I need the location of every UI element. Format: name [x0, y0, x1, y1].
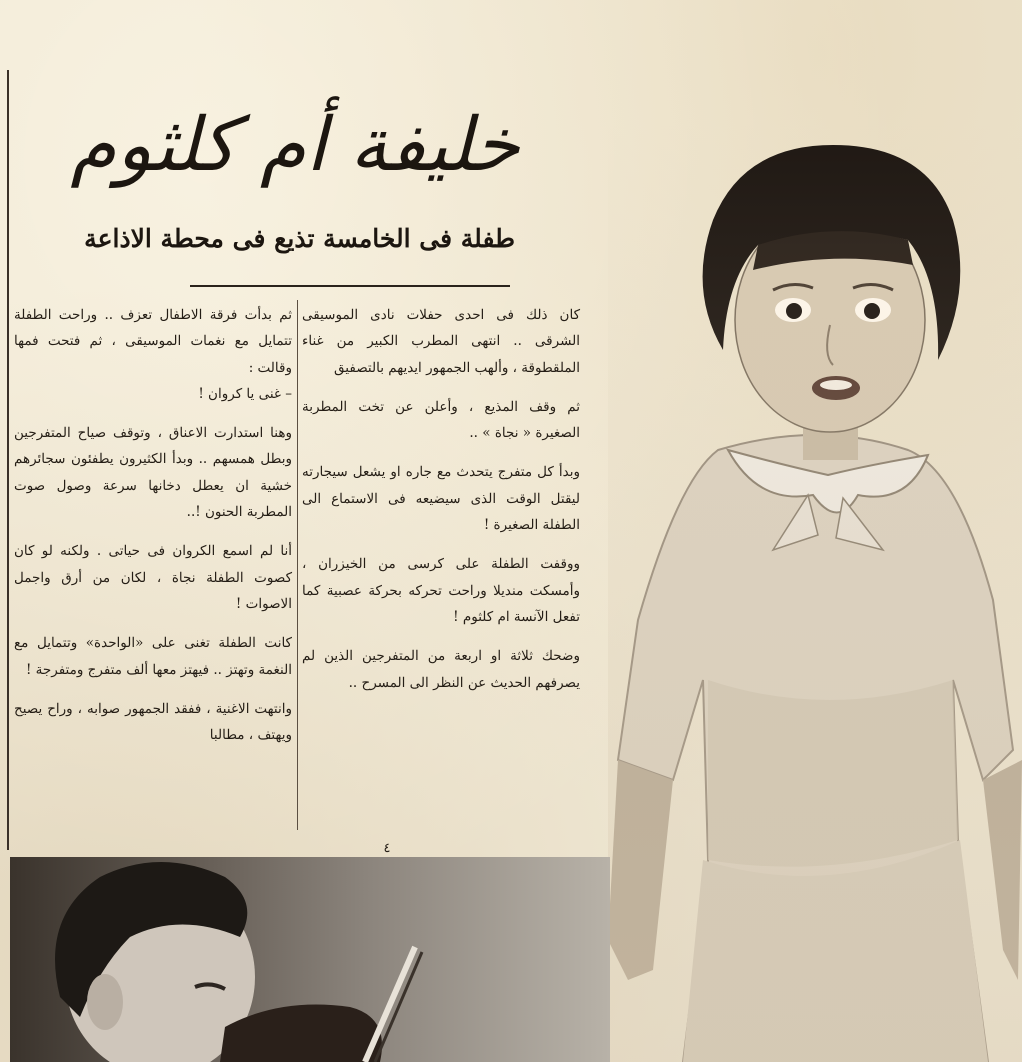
paragraph: وضحك ثلاثة او اربعة من المتفرجين الذين لم يصرفهم الحديث عن النظر الى المسرح .. [302, 648, 580, 691]
photo-girl [608, 120, 1022, 1062]
column-divider [297, 300, 298, 830]
paragraph: ثم بدأت فرقة الاطفال تعزف .. وراحت الطفلة تتمايل مع نغمات الموسيقى ، ثم فتحت فمها وقالت : [14, 307, 292, 376]
paragraph: أنا لم اسمع الكروان فى حياتى . ولكنه لو كان كصوت الطفلة نجاة ، لكان من أرق واجمل الاصوات ! [14, 543, 292, 612]
photo-boy-violinist [10, 857, 610, 1062]
headline: خليفة أم كلثوم [70, 102, 520, 188]
article-column-left [14, 302, 292, 748]
paragraph: ووقفت الطفلة على كرسى من الخيزران ، وأمسكت منديلا وراحت تحركه بحركة عصبية كما تفعل الآنسة ام كلثوم ! [302, 556, 580, 625]
paragraph: كان ذلك فى احدى حفلات نادى الموسيقى الشرقى .. انتهى المطرب الكبير من غناء الملقطوقة ، وألهب الجمهور ايديهم بالتصفيق [302, 307, 580, 376]
page-edge-rule [7, 70, 9, 850]
paragraph: وبدأ كل متفرج يتحدث مع جاره او يشعل سيجارته ليقتل الوقت الذى سيضيعه فى الاستماع الى الطفلة الصغيرة ! [302, 464, 580, 534]
paragraph: كانت الطفلة تغنى على «الواحدة» وتتمايل مع النغمة وتهتز .. فيهتز معها ألف متفرج ومتفرجة ! [14, 635, 292, 678]
violinist-illustration [10, 857, 610, 1062]
headline-rule [190, 285, 510, 287]
paragraph: – غنى يا كروان ! [198, 385, 292, 402]
page-mark: ٤ [383, 841, 391, 856]
paragraph: وانتهت الاغنية ، ففقد الجمهور صوابه ، وراح يصيح ويهتف ، مطالبا [14, 700, 292, 744]
subheadline: طفلة فى الخامسة تذيع فى محطة الاذاعة [84, 224, 515, 253]
paragraph: وهنا استدارت الاعناق ، وتوقف صياح المتفرجين وبطل همسهم .. وبدأ الكثيرون يطفئون سجائرهم خشية ان يعطل دخانها سرعة وصول صوت المطربة الحنون !.. [14, 425, 292, 521]
paragraph: ثم وقف المذيع ، وأعلن عن تخت المطربة الصغيرة « نجاة » .. [302, 398, 580, 442]
article-column-right [302, 302, 580, 696]
